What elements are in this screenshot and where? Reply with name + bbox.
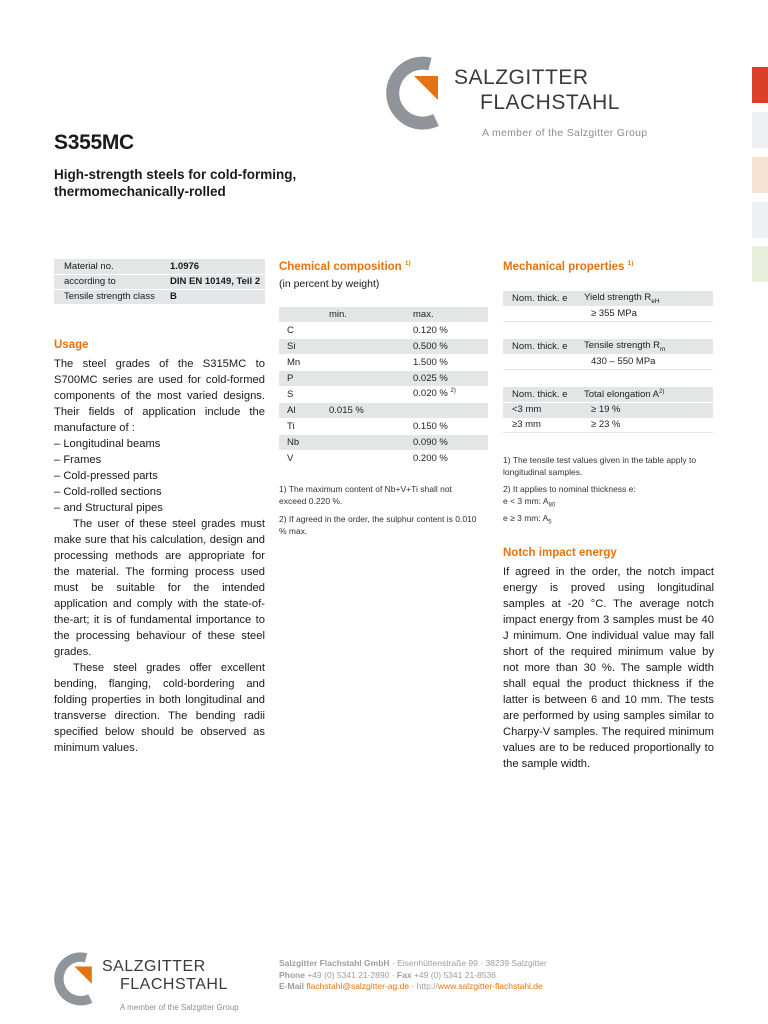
max-cell: 0.120 % (405, 322, 488, 338)
column-header-min: min. (319, 307, 405, 322)
logo-line2: FLACHSTAHL (120, 976, 228, 993)
column-header-element (279, 307, 319, 322)
chemical-note-1: 1) The maximum content of Nb+V+Ti shall not exceed 0.220 %. (279, 484, 452, 506)
mechanical-heading-text: Mechanical properties (503, 260, 625, 273)
max-cell: 1.500 % (405, 354, 488, 370)
element-cell: Nb (279, 434, 319, 450)
max-cell: 0.025 % (405, 370, 488, 386)
list-item: – Cold-rolled sections (54, 486, 162, 498)
section-tab-red (752, 67, 768, 103)
element-cell: Mn (279, 354, 319, 370)
min-cell (319, 386, 405, 402)
logo-line1: SALZGITTER (102, 958, 206, 975)
table-row (54, 274, 265, 289)
table-row (279, 338, 488, 354)
table-header-row (503, 339, 713, 354)
note-sub: 80 (548, 502, 556, 509)
note-sub: 5 (548, 519, 552, 526)
note-text: e ≥ 3 mm: A (503, 512, 549, 523)
element-cell: P (279, 370, 319, 386)
max-cell: 0.200 % (405, 450, 488, 466)
mechanical-note-1: 1) The tensile test values given in the table apply to longitudinal samples. (503, 455, 697, 477)
mechanical-heading (503, 260, 633, 273)
element-cell: Al (279, 402, 319, 418)
table-row (503, 402, 713, 417)
elongation-value: ≥ 23 % (575, 417, 713, 432)
material-value: 1.0976 (160, 259, 265, 274)
table-row (503, 306, 713, 321)
section-tab-green (752, 246, 768, 282)
mechanical-heading-sup: 1) (627, 260, 634, 267)
thickness-cell: <3 mm (503, 402, 575, 417)
min-cell (319, 354, 405, 370)
table-header-row (279, 307, 488, 322)
section-tab-grey (752, 112, 768, 148)
table-row (279, 322, 488, 338)
mechanical-note-2-text: 2) It applies to nominal thickness e: (503, 484, 636, 494)
usage-heading: Usage (54, 339, 89, 351)
table-row (279, 434, 488, 450)
mechanical-note-2 (503, 483, 715, 528)
chemical-table (279, 307, 488, 467)
mechanical-note-2b (503, 512, 715, 529)
note-text: e < 3 mm: A (503, 496, 549, 506)
list-item: – and Structural pipes (54, 502, 163, 514)
usage-intro: The steel grades of the S315MC to S700MC series are used for cold-formed components of the most varied designs. Their fields of application include the manufacture of : (54, 358, 265, 434)
thickness-cell (503, 354, 575, 369)
table-row (279, 370, 488, 386)
fax-number: +49 (0) 5341 21-8536 (411, 969, 496, 980)
min-cell (319, 418, 405, 434)
max-cell (405, 402, 488, 418)
fax-label: Fax (396, 969, 412, 980)
elongation-table (503, 387, 713, 433)
list-item: – Frames (54, 454, 102, 466)
tensile-sub: m (660, 345, 666, 353)
table-row (503, 354, 713, 369)
notch-text: If agreed in the order, the notch impact energy is proved using longitudinal samples at -20 °C. The average notch impact energy from 3 samples must be 40 J minimum. One individual value may fall short of the required minimum value by not more than 30 %. The sample width shall equal the product thickness if the latter is between 6 and 10 mm. The tests are performed by using samples similar to Charpy-V samples. The required minimum values are to be reduced proportionally to the sample width. (503, 566, 714, 770)
list-item: – Longitudinal beams (54, 438, 161, 450)
chemical-subheading: (in percent by weight) (279, 278, 380, 290)
tensile-value: 430 – 550 MPa (575, 354, 713, 369)
section-tab-peach (752, 157, 768, 193)
mechanical-note-2a (503, 495, 715, 512)
chemical-heading-sup: 1) (404, 260, 411, 267)
section-tab-grey-2 (752, 202, 768, 238)
table-header-row (503, 291, 713, 306)
min-cell (319, 450, 405, 466)
yield-table (503, 291, 713, 322)
footer-address (279, 958, 547, 993)
usage-text (54, 356, 265, 756)
usage-paragraph-3: These steel grades offer excellent bending, flanging, cold-bordering and folding properties in both longitudinal and transverse direction. The bending radii specified below should be observed as minimum values. (54, 662, 265, 754)
min-cell (319, 370, 405, 386)
chemical-heading (279, 260, 411, 273)
logo-mark-icon (54, 950, 102, 1012)
yield-sub: eH (651, 297, 660, 305)
website-link[interactable]: www.salzgitter-flachstahl.de (437, 981, 543, 991)
footnote-sup: 2) (450, 388, 456, 395)
company-logo (386, 54, 686, 144)
column-header-yield (575, 291, 713, 306)
tensile-label: Tensile strength R (584, 339, 661, 351)
table-header-row (503, 387, 713, 402)
phone-number: +49 (0) 5341 21-2890 · (304, 969, 397, 980)
element-cell: S (279, 386, 319, 402)
logo-mark-icon (386, 54, 452, 138)
table-row (54, 259, 265, 274)
yield-value: ≥ 355 MPa (575, 306, 713, 321)
notch-heading: Notch impact energy (503, 547, 617, 559)
web-prefix: · http:// (409, 981, 438, 991)
material-table (54, 259, 265, 305)
contact-line (279, 981, 547, 993)
max-cell: 0.090 % (405, 434, 488, 450)
material-label: Material no. (54, 259, 160, 274)
tensile-table (503, 339, 713, 370)
table-row (54, 289, 265, 304)
max-value: 0.020 % (413, 388, 448, 400)
column-header-thickness: Nom. thick. e (503, 339, 575, 354)
page-title: S355MC (54, 131, 134, 154)
table-row (279, 450, 488, 466)
max-cell: 0.500 % (405, 338, 488, 354)
column-header-tensile (575, 339, 713, 354)
company-name: Salzgitter Flachstahl GmbH (279, 958, 390, 968)
elongation-label: Total elongation A (584, 388, 660, 400)
column-header-thickness: Nom. thick. e (503, 291, 575, 306)
phone-label: Phone (279, 969, 305, 980)
chemical-note-2: 2) If agreed in the order, the sulphur content is 0.010 % max. (279, 514, 477, 536)
min-cell: 0.015 % (319, 402, 405, 418)
logo-tagline: A member of the Salzgitter Group (482, 127, 648, 139)
usage-paragraph-2: The user of these steel grades must make sure that his calculation, design and processing methods are appropriate for the material. The forming process used must be suitable for the intended application and comply with the state-of-the-art; it is of fundamental importance to the processing behaviour of these steel grades. (54, 518, 265, 658)
thickness-cell (503, 306, 575, 321)
phone-line (279, 970, 547, 982)
yield-label: Yield strength R (584, 291, 652, 303)
logo-line2: FLACHSTAHL (480, 91, 620, 114)
element-cell: Ti (279, 418, 319, 434)
table-row (279, 386, 488, 402)
elongation-sup: 2) (659, 388, 665, 395)
material-value: DIN EN 10149, Teil 2 (160, 274, 265, 289)
chemical-heading-text: Chemical composition (279, 260, 402, 273)
logo-line1: SALZGITTER (454, 66, 589, 89)
table-row (279, 402, 488, 418)
page-subtitle: High-strength steels for cold-forming, thermomechanically-rolled (54, 167, 297, 199)
material-label: Tensile strength class (54, 289, 160, 304)
min-cell (319, 338, 405, 354)
material-label: according to (54, 274, 160, 289)
table-row (279, 354, 488, 370)
email-link[interactable]: flachstahl@salzgitter-ag.de (306, 981, 410, 991)
logo-tagline: A member of the Salzgitter Group (120, 1003, 239, 1012)
material-value: B (160, 289, 265, 304)
max-cell: 0.150 % (405, 418, 488, 434)
email-label: E-Mail (279, 981, 305, 991)
element-cell: V (279, 450, 319, 466)
table-row (279, 418, 488, 434)
element-cell: C (279, 322, 319, 338)
address-line (279, 958, 547, 970)
element-cell: Si (279, 338, 319, 354)
column-header-max: max. (405, 307, 488, 322)
footer-logo (54, 950, 274, 1016)
street-address: · Eisenhüttenstraße 99 · 38239 Salzgitter (389, 958, 547, 968)
max-cell (405, 386, 488, 402)
table-row (503, 417, 713, 432)
column-header-elongation (575, 387, 713, 402)
elongation-value: ≥ 19 % (575, 402, 713, 417)
min-cell (319, 434, 405, 450)
thickness-cell: ≥3 mm (503, 417, 575, 432)
list-item: – Cold-pressed parts (54, 470, 158, 482)
column-header-thickness: Nom. thick. e (503, 387, 575, 402)
min-cell (319, 322, 405, 338)
